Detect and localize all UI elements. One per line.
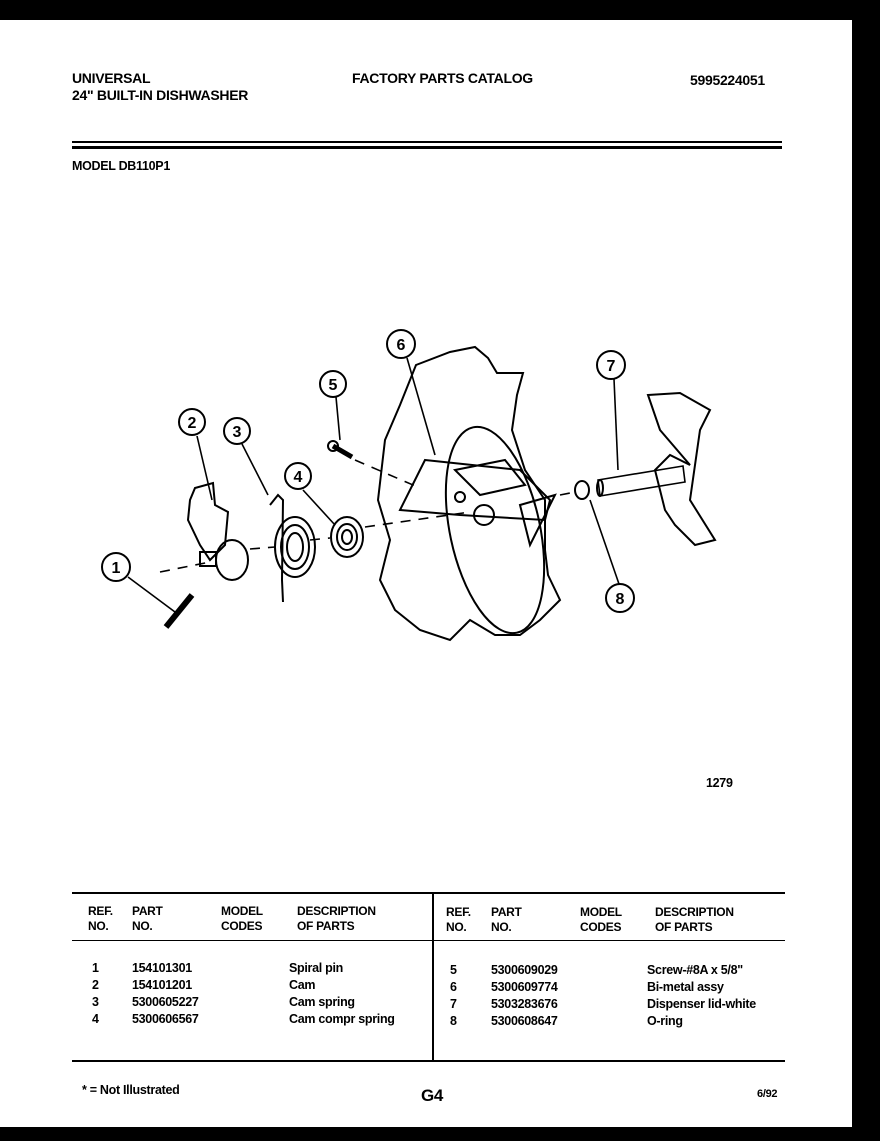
cell-desc: O-ring <box>647 1014 683 1028</box>
header-part: PART <box>491 905 522 919</box>
svg-text:2: 2 <box>187 415 197 432</box>
page-number: G4 <box>421 1086 444 1105</box>
cell-ref: 3 <box>92 995 99 1009</box>
cell-ref: 1 <box>92 961 99 975</box>
header-part: PART <box>132 904 163 918</box>
catalog-number: 5995224051 <box>690 72 765 88</box>
cell-desc: Screw-#8A x 5/8" <box>647 963 743 977</box>
cam-part <box>188 483 248 580</box>
product-name: 24" BUILT-IN DISHWASHER <box>72 87 249 103</box>
cell-part: 5300605227 <box>132 995 199 1009</box>
svg-text:7: 7 <box>606 358 616 375</box>
header-model: MODEL <box>580 905 622 919</box>
cell-ref: 6 <box>450 980 457 994</box>
header-of-parts: OF PARTS <box>297 919 355 933</box>
header-of-parts: OF PARTS <box>655 920 713 934</box>
screw <box>328 441 352 457</box>
svg-text:1: 1 <box>111 560 121 577</box>
bimetal-assembly <box>400 460 555 545</box>
figure-number: 1279 <box>706 776 733 790</box>
svg-text:8: 8 <box>615 591 625 608</box>
svg-text:4: 4 <box>293 469 303 486</box>
header-description: DESCRIPTION <box>297 904 376 918</box>
callout-2 <box>179 409 205 435</box>
o-ring <box>575 481 589 499</box>
header-ref: REF. <box>446 905 471 919</box>
callout-3 <box>224 418 250 444</box>
cell-ref: 4 <box>92 1012 99 1026</box>
assembly-lines <box>160 460 575 572</box>
svg-text:5: 5 <box>328 377 338 394</box>
cell-ref: 2 <box>92 978 99 992</box>
housing-panel <box>378 347 561 642</box>
header-description: DESCRIPTION <box>655 905 734 919</box>
cell-desc: Cam spring <box>289 995 355 1009</box>
header-ref-no: NO. <box>446 920 467 934</box>
table-divider <box>432 892 434 1060</box>
svg-text:6: 6 <box>396 337 406 354</box>
header-ref: REF. <box>88 904 113 918</box>
header-model: MODEL <box>221 904 263 918</box>
cam-compression-spring <box>331 517 363 557</box>
scan-border-bottom <box>0 1127 880 1141</box>
cell-ref: 5 <box>450 963 457 977</box>
table-top-rule <box>72 892 785 894</box>
header-codes: CODES <box>221 919 263 933</box>
header-codes: CODES <box>580 920 622 934</box>
cell-desc: Cam compr spring <box>289 1012 395 1026</box>
cell-desc: Cam <box>289 978 316 992</box>
revision-date: 6/92 <box>757 1088 778 1100</box>
table-bottom-rule <box>72 1060 785 1062</box>
callout-5 <box>320 371 346 397</box>
callout-8 <box>606 584 634 612</box>
header-part-no: NO. <box>491 920 512 934</box>
cell-desc: Dispenser lid-white <box>647 997 756 1011</box>
header-part-no: NO. <box>132 919 153 933</box>
spiral-pin <box>166 595 192 627</box>
cell-desc: Spiral pin <box>289 961 343 975</box>
cell-ref: 8 <box>450 1014 457 1028</box>
cell-part: 154101201 <box>132 978 192 992</box>
cell-part: 154101301 <box>132 961 192 975</box>
callout-1 <box>102 553 130 581</box>
svg-text:3: 3 <box>232 424 242 441</box>
callout-6 <box>387 330 415 358</box>
cell-part: 5303283676 <box>491 997 558 1011</box>
callout-7 <box>597 351 625 379</box>
dispenser-lid <box>597 393 715 545</box>
cell-ref: 7 <box>450 997 457 1011</box>
cell-part: 5300606567 <box>132 1012 199 1026</box>
cell-desc: Bi-metal assy <box>647 980 724 994</box>
model-label: MODEL DB110P1 <box>72 159 170 173</box>
cell-part: 5300609029 <box>491 963 558 977</box>
not-illustrated-note: * = Not Illustrated <box>82 1083 180 1097</box>
cell-part: 5300608647 <box>491 1014 558 1028</box>
callout-4 <box>285 463 311 489</box>
brand: UNIVERSAL <box>72 70 151 86</box>
table-header-rule <box>72 940 785 941</box>
cam-spring <box>270 495 315 602</box>
leader-lines <box>128 358 619 612</box>
header-ref-no: NO. <box>88 919 109 933</box>
cell-part: 5300609774 <box>491 980 558 994</box>
catalog-title: FACTORY PARTS CATALOG <box>352 70 533 86</box>
